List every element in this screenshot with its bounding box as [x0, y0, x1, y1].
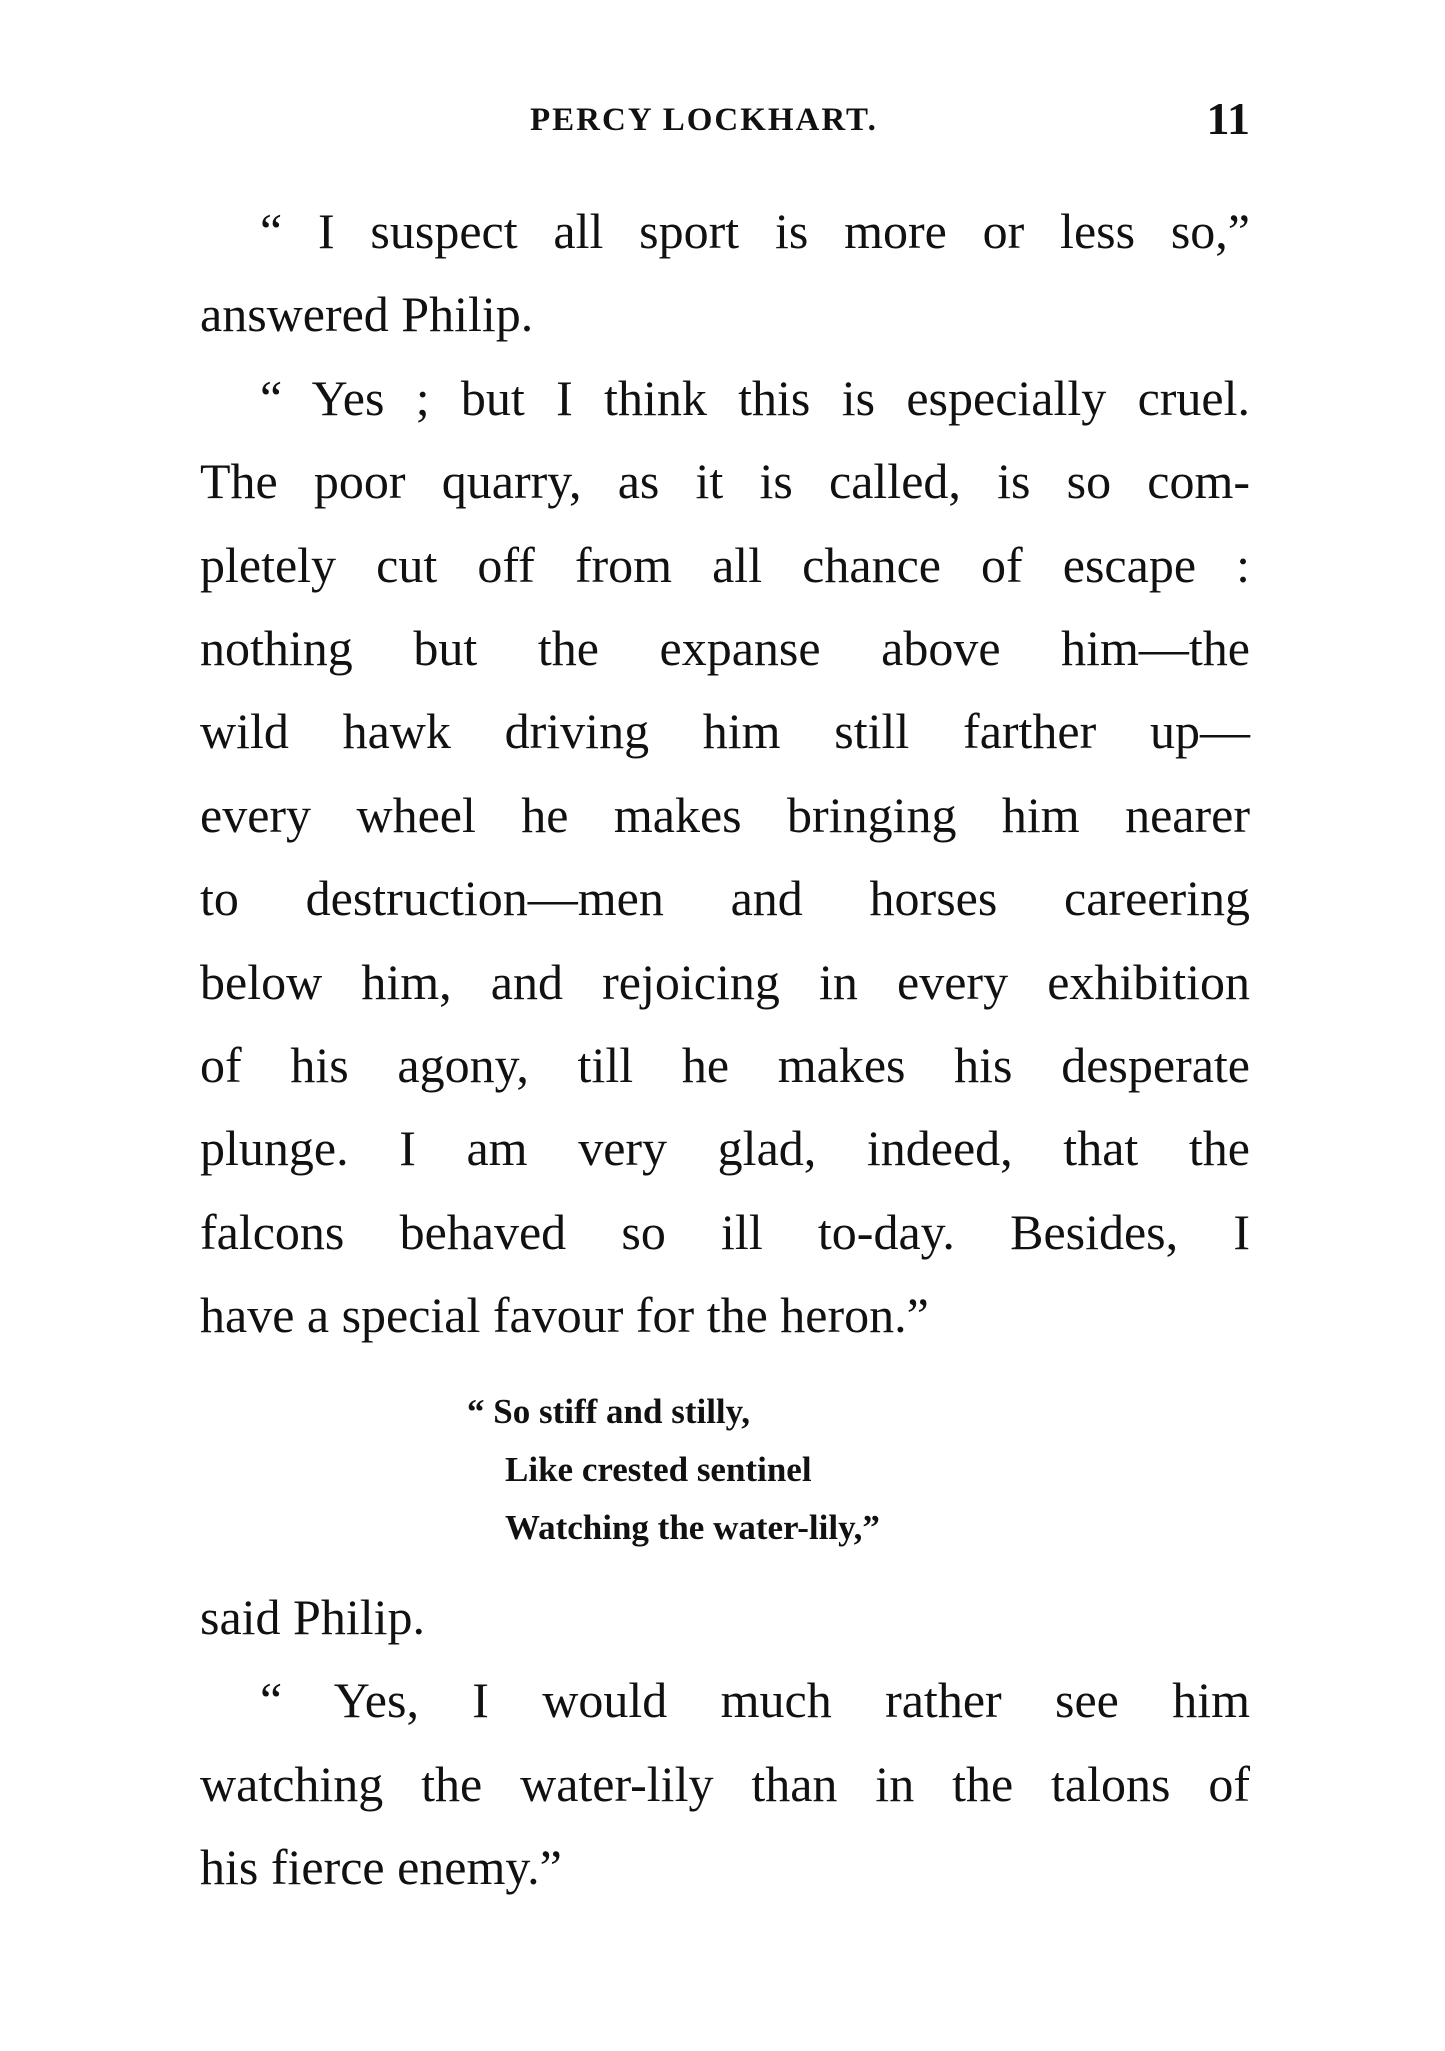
running-title: PERCY LOCKHART. [530, 102, 878, 138]
verse-line: “ So stiff and stilly, [467, 1392, 750, 1431]
paragraph [200, 1659, 1250, 1909]
verse-line: Like crested sentinel [505, 1450, 812, 1489]
paragraph [200, 357, 1250, 1358]
text-line: nothing but the expanse above him—the [200, 619, 1250, 676]
text-line: to destruction—men and horses careering [200, 870, 1250, 927]
text-line: said Philip. [200, 1589, 426, 1645]
text-line: pletely cut off from all chance of escape : [200, 536, 1250, 593]
page-header [530, 92, 1250, 152]
body-text [200, 190, 1250, 1357]
text-line: of his agony, till he makes his desperate [200, 1036, 1250, 1093]
text-line: answered Philip. [200, 286, 534, 343]
text-line: “ Yes, I would much rather see him [260, 1672, 1250, 1729]
text-line: The poor quarry, as it is called, is so com- [200, 453, 1250, 510]
page-number: 11 [1206, 93, 1250, 144]
verse-quotation [467, 1383, 1067, 1557]
text-line: watching the water-lily than in the talons of [200, 1755, 1250, 1812]
text-line: below him, and rejoicing in every exhibition [200, 953, 1250, 1010]
text-line: his fierce enemy.” [200, 1839, 562, 1896]
text-line: “ Yes ; but I think this is especially cruel. [260, 369, 1250, 426]
text-line: falcons behaved so ill to-day. Besides, I [200, 1203, 1250, 1260]
text-line: “ I suspect all sport is more or less so,” [260, 203, 1250, 259]
paragraph [200, 190, 1250, 357]
text-line: every wheel he makes bringing him nearer [200, 786, 1250, 843]
text-line: have a special favour for the heron.” [200, 1287, 929, 1344]
body-text-continued [200, 1576, 1250, 1910]
paragraph [200, 1576, 1250, 1659]
text-line: plunge. I am very glad, indeed, that the [200, 1120, 1250, 1177]
text-line: wild hawk driving him still farther up— [200, 703, 1250, 760]
verse-line: Watching the water-lily,” [505, 1508, 880, 1547]
